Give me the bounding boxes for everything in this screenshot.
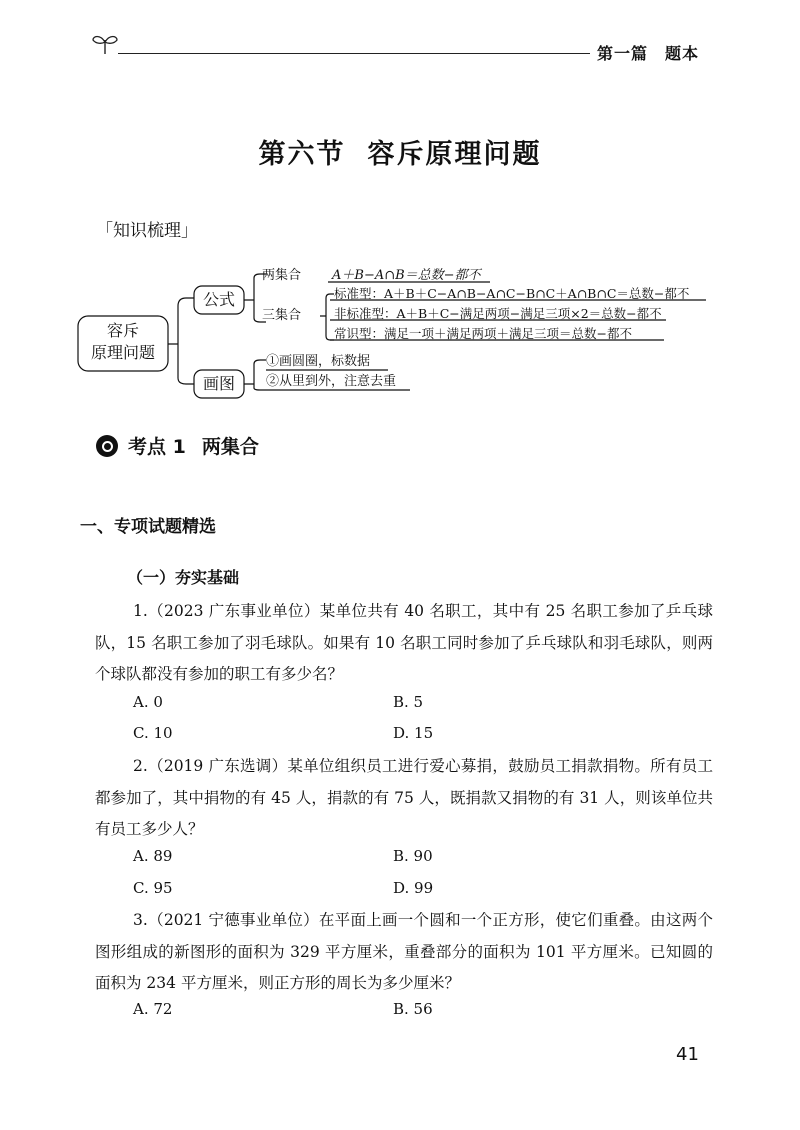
- root-line-1: 容斥: [106, 321, 139, 340]
- three-set-standard: 标准型：A＋B＋C−A∩B−A∩C−B∩C＋A∩B∩C＝总数−都不: [334, 286, 690, 301]
- part-heading: 一、专项试题精选: [80, 517, 216, 537]
- question-2: 2.（2019 广东选调）某单位组织员工进行爱心募捐，鼓励员工捐款捐物。所有员工都参加了，其中捐物的有 45 人，捐款的有 75 人，既捐款又捐物的有 31 人，则该单位共有员工多少人？: [95, 757, 713, 838]
- mind-map-root: [78, 320, 168, 364]
- two-set-label: 两集合: [262, 268, 302, 283]
- question-1: 1.（2023 广东事业单位）某单位共有 40 名职工，其中有 25 名职工参加了乒乓球队，15 名职工参加了羽毛球队。如果有 10 名职工同时参加了乒乓球队和羽毛球队，则两个球队都没有参加的职工有多少名？: [95, 602, 713, 683]
- formula-node: 公式: [202, 290, 235, 309]
- root-line-2: 原理问题: [90, 343, 155, 362]
- sprout-icon: [90, 30, 120, 56]
- exam-point-label: 考点 1: [128, 436, 186, 458]
- three-set-nonstandard: 非标准型：A＋B＋C−满足两项−满足三项×2＝总数−都不: [334, 306, 662, 321]
- two-set-formula: A＋B−A∩B＝总数−都不: [332, 268, 481, 283]
- q1-option-d: D. 15: [393, 724, 434, 742]
- header-rule: [118, 53, 590, 54]
- draw-step-1: ①画圆圈，标数据: [266, 354, 371, 369]
- sub-heading: （一）夯实基础: [127, 568, 240, 587]
- q3-option-a: A. 72: [133, 1000, 173, 1018]
- target-icon: [96, 435, 118, 457]
- q2-option-a: A. 89: [133, 847, 173, 865]
- draw-step-2: ②从里到外，注意去重: [266, 374, 397, 389]
- q1-option-b: B. 5: [393, 693, 424, 711]
- question-3: 3.（2021 宁德事业单位）在平面上画一个圆和一个正方形，使它们重叠。由这两个图形组成的新图形的面积为 329 平方厘米，重叠部分的面积为 101 平方厘米。已知圆的面积为 234 平方厘米，则正方形的周长为多少厘米？: [95, 911, 713, 992]
- q1-option-a: A. 0: [133, 693, 163, 711]
- draw-node: 画图: [202, 374, 235, 393]
- q2-option-b: B. 90: [393, 847, 433, 865]
- exam-point-name: 两集合: [201, 436, 259, 458]
- section-title: [0, 132, 800, 171]
- three-set-common: 常识型：满足一项＋满足两项＋满足三项＝总数−都不: [334, 326, 632, 341]
- running-header: 第一篇 题本: [597, 44, 700, 63]
- section-number: 第六节: [258, 139, 346, 170]
- q1-option-c: C. 10: [133, 724, 173, 742]
- page-number: 41: [676, 1044, 699, 1065]
- q3-option-b: B. 56: [393, 1000, 433, 1018]
- exam-point-heading: [96, 432, 259, 459]
- section-name: 容斥原理问题: [367, 139, 542, 170]
- knowledge-heading: 「知识梳理」: [96, 221, 198, 241]
- mind-map: [70, 258, 750, 408]
- q2-option-d: D. 99: [393, 879, 434, 897]
- three-set-label: 三集合: [262, 308, 302, 323]
- q2-option-c: C. 95: [133, 879, 173, 897]
